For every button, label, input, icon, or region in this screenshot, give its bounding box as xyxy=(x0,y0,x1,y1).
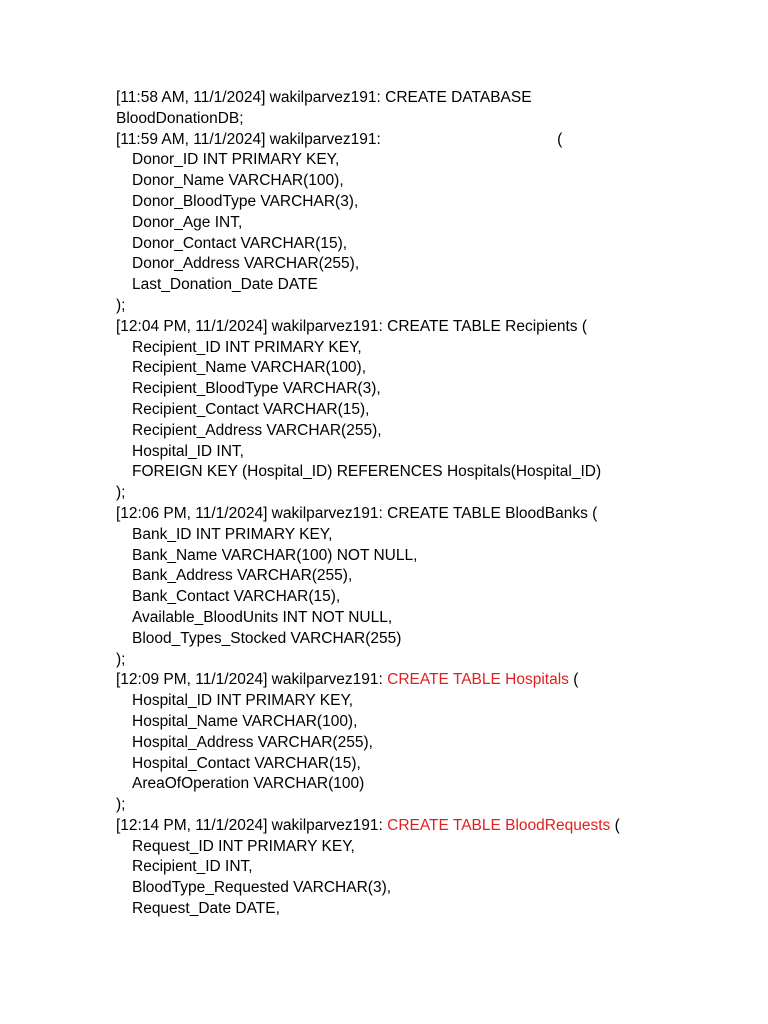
message-header xyxy=(116,317,716,338)
close-paren: ); xyxy=(116,296,126,314)
message-header xyxy=(116,670,716,691)
column-definition: AreaOfOperation VARCHAR(100) xyxy=(132,775,365,793)
sql-statement-highlighted: CREATE TABLE BloodRequests xyxy=(387,816,611,834)
column-definition: BloodType_Requested VARCHAR(3), xyxy=(132,879,392,897)
column-definition: FOREIGN KEY (Hospital_ID) REFERENCES Hospitals(Hospital_ID) xyxy=(132,463,602,481)
column-definition: Last_Donation_Date DATE xyxy=(132,276,318,294)
column-definition: Donor_ID INT PRIMARY KEY, xyxy=(132,151,340,169)
column-definition: Available_BloodUnits INT NOT NULL, xyxy=(132,608,393,626)
column-definition: Bank_Contact VARCHAR(15), xyxy=(132,588,341,606)
message-header xyxy=(116,504,716,525)
message-prefix: [12:06 PM, 11/1/2024] wakilparvez191: xyxy=(116,504,388,522)
message-continuation: BloodDonationDB; xyxy=(116,109,244,127)
close-paren: ); xyxy=(116,796,126,814)
column-definition: Donor_Age INT, xyxy=(132,213,243,231)
column-definition: Recipient_ID INT, xyxy=(132,858,253,876)
sql-statement-highlighted: CREATE TABLE Hospitals xyxy=(387,671,569,689)
column-definition: Bank_Name VARCHAR(100) NOT NULL, xyxy=(132,546,418,564)
column-definition: Hospital_Address VARCHAR(255), xyxy=(132,733,373,751)
column-definition: Donor_Contact VARCHAR(15), xyxy=(132,234,348,252)
close-paren: ); xyxy=(116,650,126,668)
open-paren: ( xyxy=(568,671,579,689)
column-definition: Donor_Name VARCHAR(100), xyxy=(132,172,344,190)
column-definition: Hospital_Name VARCHAR(100), xyxy=(132,712,358,730)
message-header xyxy=(116,816,716,837)
column-definition: Recipient_Name VARCHAR(100), xyxy=(132,359,367,377)
column-definition: Donor_Address VARCHAR(255), xyxy=(132,255,360,273)
sql-statement: CREATE TABLE Recipients ( xyxy=(387,317,587,335)
open-paren: ( xyxy=(557,130,563,148)
column-definition: Request_Date DATE, xyxy=(132,900,280,918)
column-definition: Request_ID INT PRIMARY KEY, xyxy=(132,837,355,855)
message-prefix: [11:58 AM, 11/1/2024] wakilparvez191: xyxy=(116,89,386,106)
close-paren: ); xyxy=(116,484,126,502)
column-definition: Recipient_BloodType VARCHAR(3), xyxy=(132,380,381,398)
column-definition: Donor_BloodType VARCHAR(3), xyxy=(132,192,359,210)
message-prefix: [11:59 AM, 11/1/2024] wakilparvez191: xyxy=(116,130,386,148)
sql-statement: CREATE DATABASE xyxy=(385,89,532,106)
column-definition: Blood_Types_Stocked VARCHAR(255) xyxy=(132,629,402,647)
open-paren: ( xyxy=(610,816,620,834)
column-definition: Hospital_ID INT, xyxy=(132,442,244,460)
sql-statement: CREATE TABLE BloodBanks ( xyxy=(387,504,598,522)
column-definition: Hospital_Contact VARCHAR(15), xyxy=(132,754,361,772)
message-header xyxy=(116,88,716,109)
message-prefix: [12:04 PM, 11/1/2024] wakilparvez191: xyxy=(116,317,388,335)
column-definition: Hospital_ID INT PRIMARY KEY, xyxy=(132,692,354,710)
message-prefix: [12:09 PM, 11/1/2024] wakilparvez191: xyxy=(116,671,388,689)
document-page xyxy=(116,88,716,920)
column-definition: Bank_ID INT PRIMARY KEY, xyxy=(132,525,333,543)
message-header xyxy=(116,130,716,151)
column-definition: Bank_Address VARCHAR(255), xyxy=(132,567,353,585)
message-prefix: [12:14 PM, 11/1/2024] wakilparvez191: xyxy=(116,816,388,834)
column-definition: Recipient_Contact VARCHAR(15), xyxy=(132,400,370,418)
column-definition: Recipient_Address VARCHAR(255), xyxy=(132,421,382,439)
column-definition: Recipient_ID INT PRIMARY KEY, xyxy=(132,338,362,356)
